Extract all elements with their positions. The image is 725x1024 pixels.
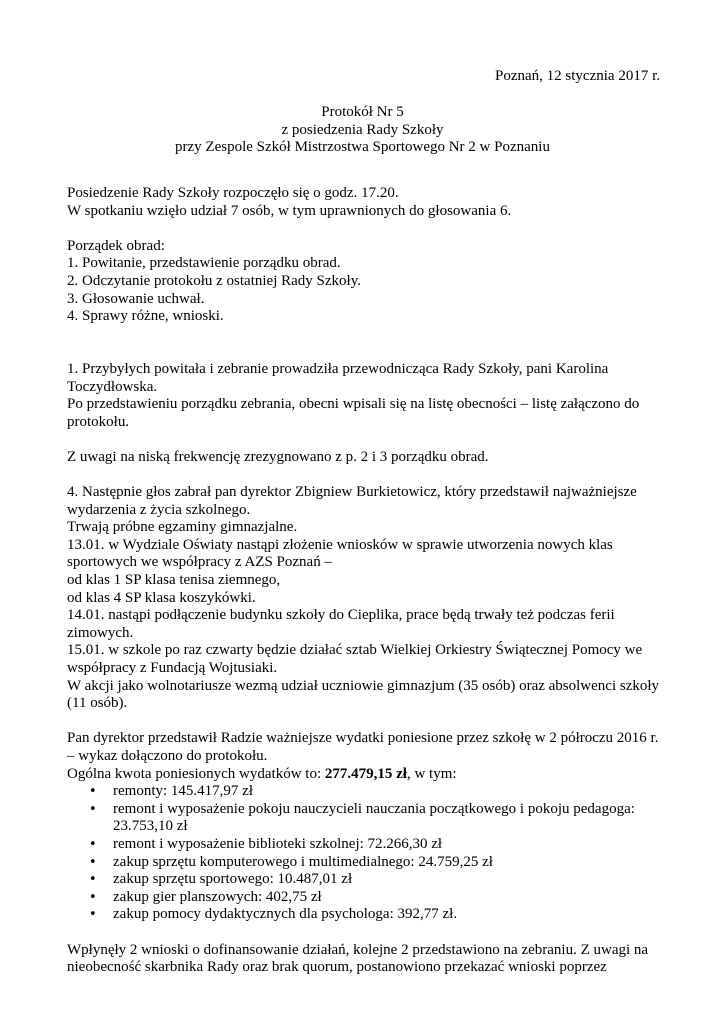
section4-line: wydarzenia z życia szkolnego. (67, 501, 251, 518)
section1-line: Po przedstawieniu porządku zebrania, obecni wpisali się na listę obecności – listę załączono do (67, 396, 640, 413)
expenses-intro: Pan dyrektor przedstawił Radzie ważniejsze wydatki poniesione przez szkołę w 2 półroczu 2016 r. (67, 730, 659, 747)
section4-line: 4. Następnie głos zabrał pan dyrektor Zbigniew Burkietowicz, który przedstawił najważniejsze (67, 484, 637, 501)
section4-line: W akcji jako wolnotariusze wezmą udział uczniowie gimnazjum (35 osób) oraz absolwenci szkoły (67, 677, 660, 694)
agenda-heading: Porządek obrad: (67, 237, 165, 254)
section4-line: współpracy z Fundacją Wojtusiaki. (67, 660, 278, 677)
title-line: z posiedzenia Rady Szkoły (281, 121, 444, 138)
intro-line: Posiedzenie Rady Szkoły rozpoczęło się o godz. 17.20. (67, 185, 399, 201)
frequency-note: Z uwagi na niską frekwencję zrezygnowano z p. 2 i 3 porządku obrad. (67, 448, 489, 465)
section4-line: 15.01. w szkole po raz czwarty będzie działać sztab Wielkiej Orkiestry Świątecznej Pomocy we (67, 642, 643, 659)
expense-item: • zakup pomocy dydaktycznych dla psychologa: 392,77 zł. (67, 906, 667, 924)
expenses-intro: – wykaz dołączono do protokołu. (67, 748, 268, 764)
expenses-total-amount: 277.479,15 zł (324, 765, 407, 782)
closing-line: Wpłynęły 2 wnioski o dofinansowanie działań, kolejne 2 przedstawiono na zebraniu. Z uwagi na (67, 941, 649, 958)
agenda-item: 3. Głosowanie uchwał. (67, 290, 205, 307)
agenda-item: 1. Powitanie, przedstawienie porządku obrad. (67, 255, 341, 272)
expense-item: • remont i wyposażenie pokoju nauczycieli nauczania początkowego i pokoju pedagoga: 23.753,10 zł (67, 801, 667, 836)
expense-item: • zakup gier planszowych: 402,75 zł (67, 889, 667, 907)
section4-line: 14.01. nastąpi podłączenie budynku szkoły do Cieplika, prace będą trwały też podczas ferii (67, 607, 615, 624)
expenses-total-suffix: , w tym: (406, 765, 457, 782)
section1-line: 1. Przybyłych powitała i zebranie prowadziła przewodnicząca Rady Szkoły, pani Karolina (67, 360, 609, 377)
document-body (67, 185, 667, 977)
section4-line: od klas 1 SP klasa tenisa ziemnego, (67, 572, 281, 589)
section1-line: Toczydłowska. (67, 378, 158, 395)
section4-line: sportowych we współpracy z AZS Poznań – (67, 554, 332, 571)
section4-line: (11 osób). (67, 695, 128, 712)
agenda-item: 2. Odczytanie protokołu z ostatniej Rady Szkoły. (67, 272, 361, 289)
document-date: Poznań, 12 stycznia 2017 r. (495, 68, 660, 84)
section4-line: od klas 4 SP klasa koszykówki. (67, 589, 256, 606)
agenda-item: 4. Sprawy różne, wnioski. (67, 308, 224, 325)
section4-line: 13.01. w Wydziale Oświaty nastąpi złożenie wniosków w sprawie utworzenia nowych klas (67, 536, 613, 553)
expenses-list (67, 783, 667, 924)
title-line: Protokół Nr 5 (321, 104, 404, 120)
title-line: przy Zespole Szkół Mistrzostwa Sportowego Nr 2 w Poznaniu (175, 139, 550, 156)
expense-item: • zakup sprzętu komputerowego i multimedialnego: 24.759,25 zł (67, 854, 667, 872)
expense-item: • zakup sprzętu sportowego: 10.487,01 zł (67, 871, 667, 889)
section1-line: protokołu. (67, 413, 130, 430)
section4-line: zimowych. (67, 624, 134, 641)
intro-line: W spotkaniu wzięło udział 7 osób, w tym uprawnionych do głosowania 6. (67, 202, 512, 219)
document-title (0, 104, 725, 157)
closing-line: nieobecność skarbnika Rady oraz brak quorum, postanowiono przekazać wnioski poprzez (67, 959, 607, 976)
section4-line: Trwają próbne egzaminy gimnazjalne. (67, 519, 298, 536)
expenses-total-prefix: Ogólna kwota poniesionych wydatków to: (67, 765, 325, 782)
expenses-total (67, 766, 667, 784)
expense-item: • remonty: 145.417,97 zł (67, 783, 667, 801)
expense-item: • remont i wyposażenie biblioteki szkolnej: 72.266,30 zł (67, 836, 667, 854)
